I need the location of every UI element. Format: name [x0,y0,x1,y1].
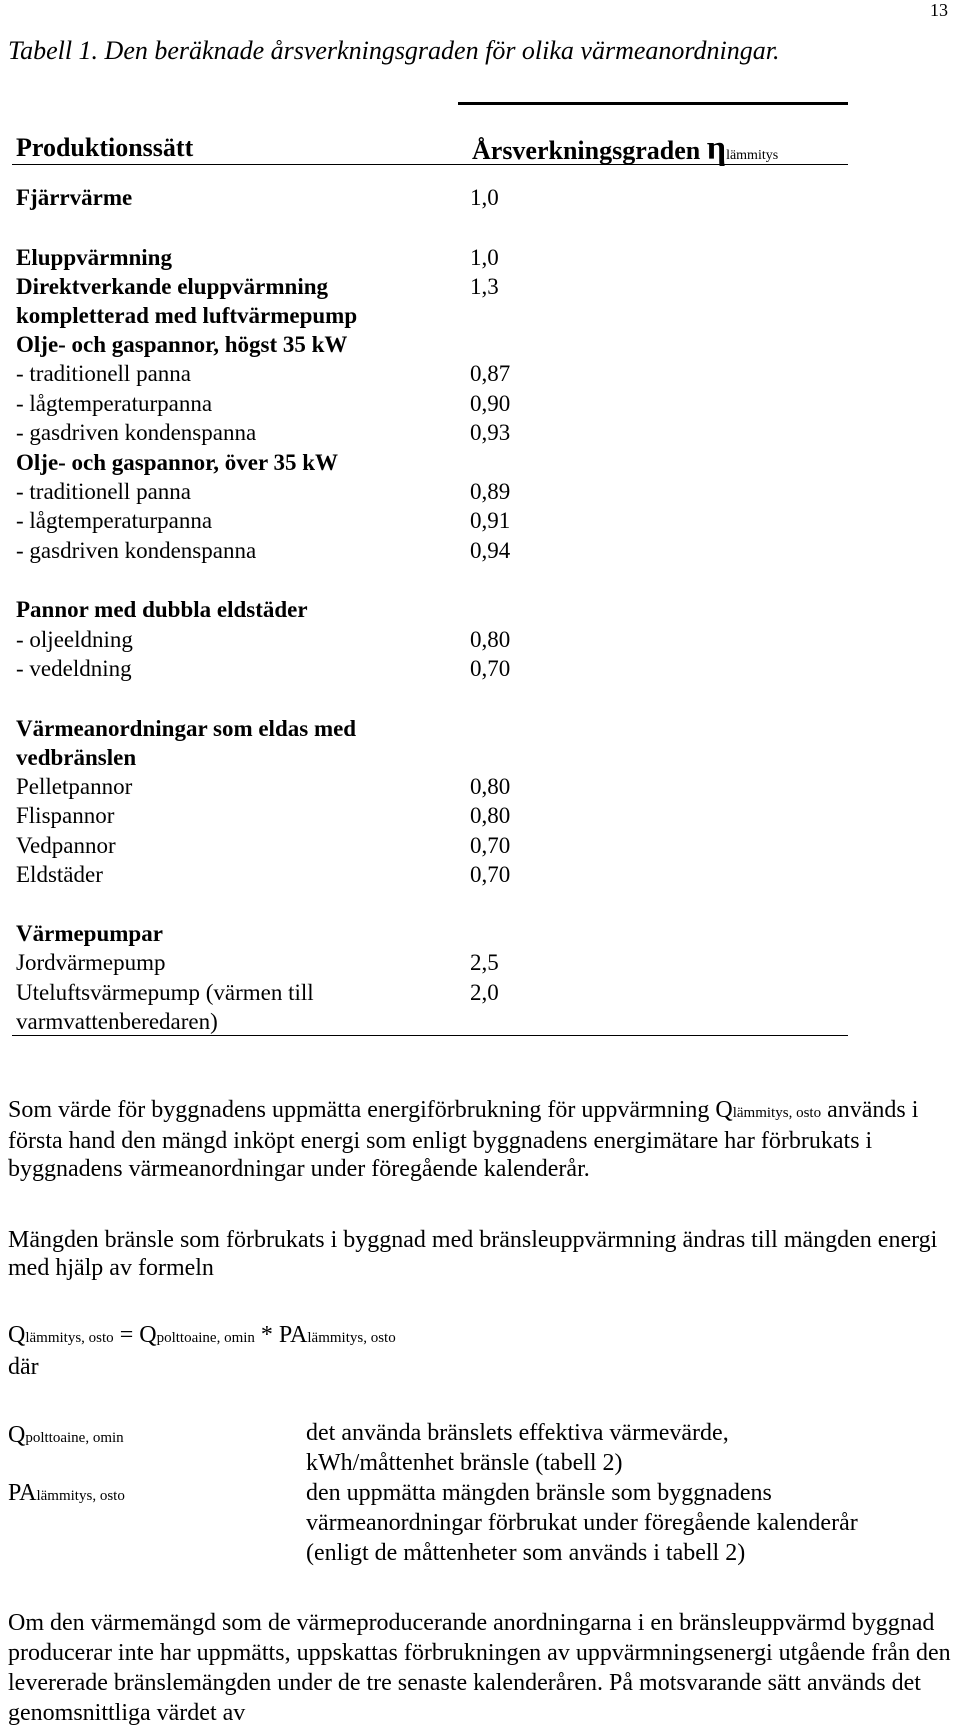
header-production-method: Produktionssätt [16,133,194,162]
row-label: Olje- och gaspannor, högst 35 kW [16,332,348,357]
row-label: Värmepumpar [16,921,163,946]
row-label: Eldstäder [16,862,103,887]
row-value: 0,90 [470,391,511,416]
row-value: 1,3 [470,274,499,299]
paragraph-measured-energy: Som värde för byggnadens uppmätta energiförbrukning för uppvärmning Qlämmitys, osto används i första hand den mängd inköpt energi som enligt byggnadens energimätare har förbrukats i byggnadens värmeanordningar under föregående kalenderår. [8,1097,919,1182]
row-value: 0,94 [470,538,511,563]
row-label: - traditionell panna [16,479,191,504]
row-value: 0,70 [470,862,511,887]
row-label: Eluppvärmning [16,245,172,270]
row-value: 1,0 [470,185,499,210]
page-number: 13 [930,0,948,20]
formula-where: där [8,1354,39,1380]
row-label: - oljeeldning [16,627,133,652]
row-value: 0,80 [470,803,511,828]
row-label: Direktverkande eluppvärmning [16,274,329,299]
eta-symbol: η [706,130,727,167]
row-value: 0,80 [470,627,511,652]
row-value: 0,91 [470,508,511,533]
paragraph-estimation: Om den värmemängd som de värmeproducerande anordningarna i en bränsleuppvärmd byggnad producerar inte har uppmätts, uppskattas förbrukningen av uppvärmningsenergi utgående från den levererade bränslemängden under de tre senaste kalenderåren. På motsvarande sätt används det genomsnittliga värdet av [8,1610,951,1726]
row-label: Jordvärmepump [16,950,166,975]
row-value: 0,70 [470,833,511,858]
row-label: - gasdriven kondenspanna [16,538,257,563]
table-caption: Tabell 1. Den beräknade årsverkningsgraden för olika värmeanordningar. [8,36,780,65]
row-label: Pelletpannor [16,774,133,799]
table-top-rule [458,102,848,105]
def-desc-q: det använda bränslets effektiva värmevärde, kWh/måttenhet bränsle (tabell 2) [306,1420,729,1476]
row-label: Fjärrvärme [16,185,133,210]
row-label: - traditionell panna [16,361,191,386]
row-value: 0,93 [470,420,511,445]
row-label: Olje- och gaspannor, över 35 kW [16,450,339,475]
formula: Qlämmitys, osto = Qpolttoaine, omin * PAlämmitys, osto [8,1322,396,1348]
row-value: 2,5 [470,950,499,975]
def-term-q: Qpolttoaine, omin [8,1422,124,1448]
row-label: kompletterad med luftvärmepump [16,303,358,328]
row-label: - gasdriven kondenspanna [16,420,257,445]
row-label: - vedeldning [16,656,132,681]
row-value: 0,80 [470,774,511,799]
row-label: Flispannor [16,803,115,828]
row-label: vedbränslen [16,745,137,770]
row-label: - lågtemperaturpanna [16,508,213,533]
header-efficiency: Årsverkningsgraden ηlämmitys [472,130,779,167]
row-label: Värmeanordningar som eldas med [16,716,357,741]
paragraph-fuel-conversion: Mängden bränsle som förbrukats i byggnad med bränsleuppvärmning ändras till mängden energi med hjälp av formeln [8,1227,938,1281]
def-term-pa: PAlämmitys, osto [8,1480,125,1506]
row-label: Pannor med dubbla eldstäder [16,597,308,622]
row-value: 0,70 [470,656,511,681]
row-value: 0,87 [470,361,511,386]
row-label: varmvattenberedaren) [16,1009,218,1034]
row-value: 1,0 [470,245,499,270]
row-value: 2,0 [470,980,499,1005]
row-label: Uteluftsvärmepump (värmen till [16,980,314,1005]
row-label: Vedpannor [16,833,116,858]
def-desc-pa: den uppmätta mängden bränsle som byggnadens värmeanordningar förbrukat under föregående kalenderår (enligt de måttenheter som används i tabell 2) [306,1480,858,1566]
row-value: 0,89 [470,479,511,504]
row-label: - lågtemperaturpanna [16,391,213,416]
